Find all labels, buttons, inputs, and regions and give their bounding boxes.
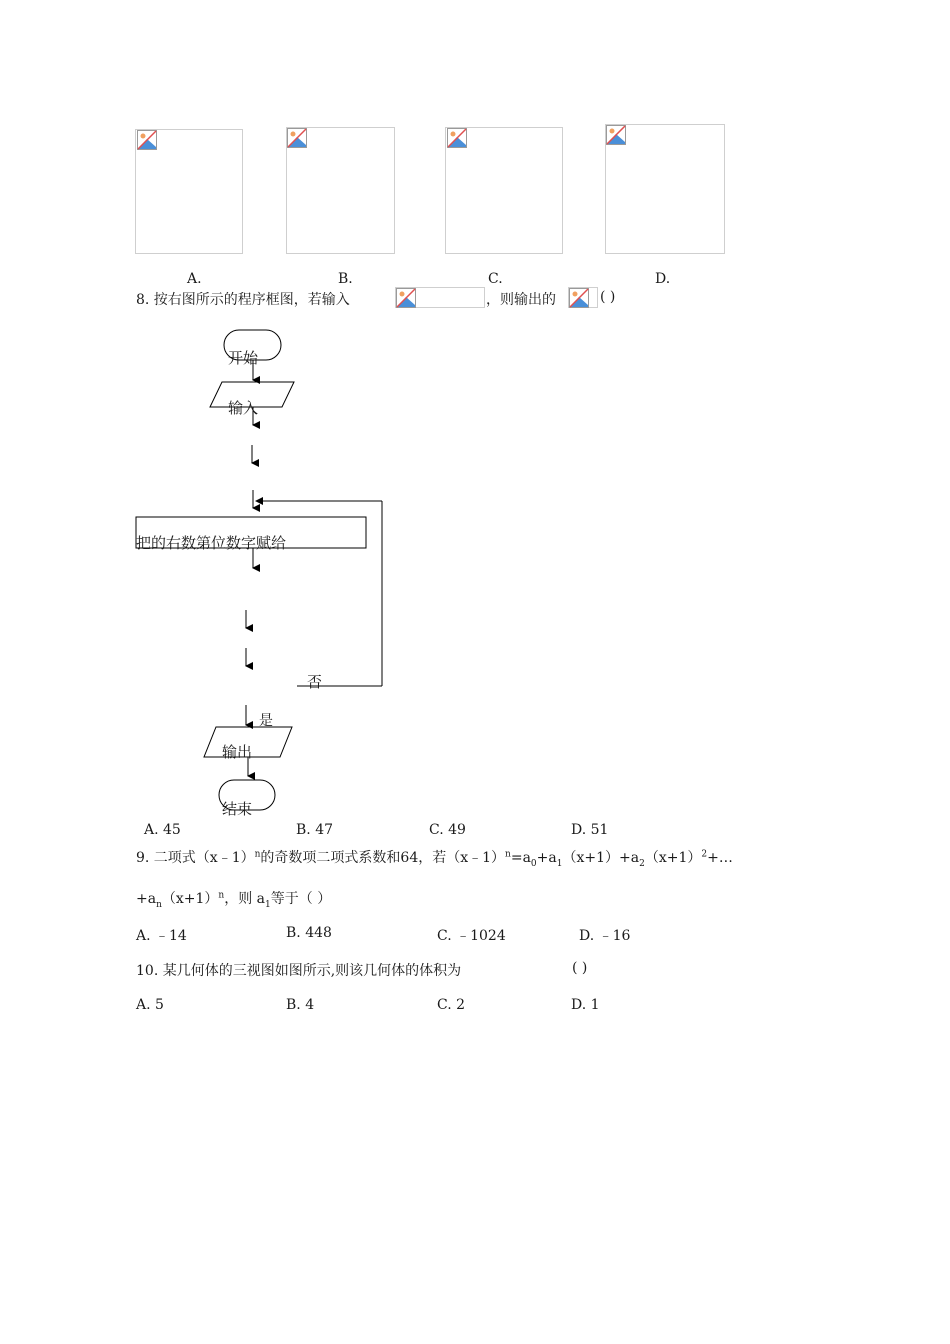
q9-option-a: A. ﹣14: [136, 928, 187, 944]
q10-stem: 10. 某几何体的三视图如图所示,则该几何体的体积为: [136, 963, 462, 979]
q9-stem-line2: $+a_n(x+1)^n$，则 $a_1$等于（ ）: [136, 890, 332, 910]
q7-option-b: B.: [338, 271, 353, 287]
q10-paren: ( ): [572, 960, 588, 976]
q8-option-c: C. 49: [429, 822, 466, 838]
q7-option-d: D.: [655, 271, 671, 287]
q8-option-a: A. 45: [144, 822, 181, 838]
q8-stem-part2: ，则输出的: [486, 292, 556, 308]
q8-option-b: B. 47: [296, 822, 334, 838]
q10-option-c: C. 2: [437, 997, 466, 1013]
q10-option-a: A. 5: [136, 997, 164, 1013]
q10-option-d: D. 1: [571, 997, 600, 1013]
flow-start-label: 开始: [228, 349, 259, 367]
flow-end-label: 结束: [222, 800, 253, 818]
q10-option-b: B. 4: [286, 997, 315, 1013]
q8-stem-part3: ( ): [600, 289, 616, 305]
q7-option-c: C.: [488, 271, 503, 287]
flow-no-label: 否: [307, 673, 323, 691]
flow-input-label: 输入: [228, 399, 259, 417]
q9-option-c: C. ﹣1024: [437, 928, 506, 944]
q8-stem-part1: 8. 按右图所示的程序框图，若输入: [136, 292, 350, 308]
q7-option-a: A.: [187, 271, 202, 287]
q9-stem-line1: 9. 二项式（x﹣1）$^n$的奇数项二项式系数和64，若$(x﹣1)^n=a_0+a_1(x+1)+a_2(x+1)^2+\dots$: [136, 849, 733, 869]
q9-option-b: B. 448: [286, 925, 332, 941]
flow-yes-label: 是: [259, 713, 273, 729]
flow-output-label: 输出: [222, 743, 253, 761]
q9-option-d: D. ﹣16: [579, 928, 631, 944]
q8-option-d: D. 51: [571, 822, 609, 838]
flow-process-label: 把的右数第位数字赋给: [136, 534, 287, 552]
